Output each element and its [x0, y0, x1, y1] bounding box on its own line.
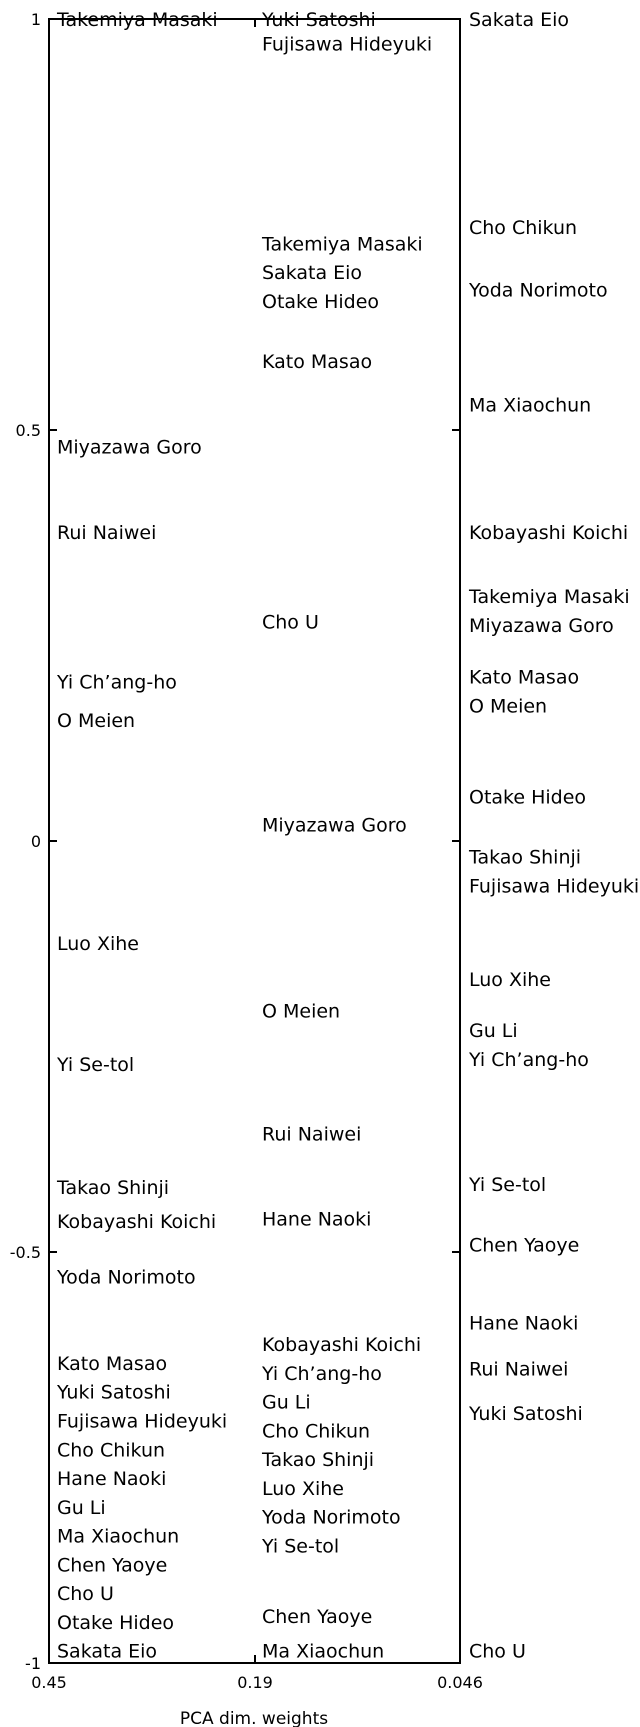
data-label: Yi Ch’ang-ho — [57, 671, 177, 694]
data-label: Takemiya Masaki — [57, 9, 218, 31]
data-label: Cho U — [57, 1583, 114, 1606]
data-label: Otake Hideo — [262, 290, 380, 313]
y-tick-label: 1 — [30, 10, 41, 29]
data-label: Luo Xihe — [262, 1477, 344, 1500]
data-label: Takao Shinji — [57, 1177, 170, 1200]
y-tick-label: 0.5 — [15, 421, 41, 440]
y-tick-label: -0.5 — [9, 1243, 41, 1262]
pca-columns — [56, 9, 639, 1663]
data-label: Miyazawa Goro — [262, 814, 407, 837]
data-label: Yuki Satoshi — [469, 1403, 583, 1426]
x-tick-label: 0.45 — [31, 1673, 67, 1692]
data-label: Cho U — [262, 611, 319, 634]
data-label: Hane Naoki — [57, 1468, 167, 1491]
data-label: Yi Ch’ang-ho — [469, 1048, 589, 1071]
data-label: Yoda Norimoto — [262, 1506, 401, 1529]
data-label: Luo Xihe — [469, 969, 551, 992]
pca-column-2 — [468, 9, 639, 1663]
data-label: Kato Masao — [57, 1352, 168, 1375]
data-label: Fujisawa Hideyuki — [57, 1410, 228, 1433]
data-label: Kobayashi Koichi — [262, 1334, 422, 1357]
data-label: Takao Shinji — [262, 1449, 375, 1472]
data-label: Takemiya Masaki — [262, 233, 423, 256]
y-tick-label: 0 — [30, 832, 41, 851]
data-label: Takemiya Masaki — [469, 586, 630, 609]
data-label: Otake Hideo — [57, 1611, 175, 1634]
data-label: Yi Ch’ang-ho — [262, 1362, 382, 1385]
x-tick-label: 0.19 — [237, 1673, 273, 1692]
data-label: Sakata Eio — [262, 262, 363, 285]
data-label: Chen Yaoye — [469, 1234, 580, 1257]
x-axis-title: PCA dim. weights — [179, 1709, 329, 1727]
data-label: Chen Yaoye — [262, 1606, 373, 1629]
data-label: O Meien — [262, 1000, 341, 1023]
data-label: Cho Chikun — [262, 1420, 371, 1443]
data-label: Yi Se-tol — [469, 1173, 547, 1196]
data-label: Hane Naoki — [469, 1312, 579, 1335]
data-label: Fujisawa Hideyuki — [262, 33, 433, 56]
data-label: Ma Xiaochun — [262, 1640, 385, 1663]
data-label: Yuki Satoshi — [262, 9, 376, 31]
data-label: Gu Li — [262, 1391, 311, 1414]
data-label: Kato Masao — [262, 350, 373, 373]
y-tick-label: -1 — [25, 1654, 41, 1673]
data-label: Ma Xiaochun — [469, 394, 592, 417]
x-tick-label: 0.046 — [437, 1673, 483, 1692]
data-label: Yoda Norimoto — [469, 279, 608, 302]
data-label: Kobayashi Koichi — [469, 521, 629, 544]
data-label: Sakata Eio — [57, 1640, 158, 1663]
data-label: Miyazawa Goro — [57, 436, 202, 459]
data-label: Miyazawa Goro — [469, 614, 614, 637]
data-label: Kobayashi Koichi — [57, 1210, 217, 1233]
data-label: Ma Xiaochun — [57, 1525, 180, 1548]
data-label: Yi Se-tol — [262, 1535, 340, 1558]
data-label: Yi Se-tol — [57, 1053, 135, 1076]
data-label: O Meien — [469, 695, 548, 718]
data-label: Gu Li — [469, 1020, 518, 1043]
data-label: Cho Chikun — [57, 1439, 166, 1462]
data-label: Cho Chikun — [469, 216, 578, 239]
data-label: Rui Naiwei — [262, 1123, 362, 1146]
data-label: Rui Naiwei — [469, 1358, 569, 1381]
data-label: Cho U — [469, 1640, 526, 1663]
data-label: Yuki Satoshi — [57, 1381, 171, 1404]
pca-column-1 — [261, 9, 432, 1663]
data-label: Hane Naoki — [262, 1208, 372, 1231]
data-label: Chen Yaoye — [57, 1554, 168, 1577]
data-label: Fujisawa Hideyuki — [469, 875, 640, 898]
data-label: Sakata Eio — [469, 9, 570, 31]
pca-column-0 — [56, 9, 227, 1663]
data-label: Luo Xihe — [57, 932, 139, 955]
data-label: Kato Masao — [469, 666, 580, 689]
data-label: O Meien — [57, 710, 136, 733]
data-label: Rui Naiwei — [57, 521, 157, 544]
data-label: Yoda Norimoto — [57, 1266, 196, 1289]
data-label: Takao Shinji — [469, 846, 582, 869]
data-label: Gu Li — [57, 1496, 106, 1519]
data-label: Otake Hideo — [469, 786, 587, 809]
